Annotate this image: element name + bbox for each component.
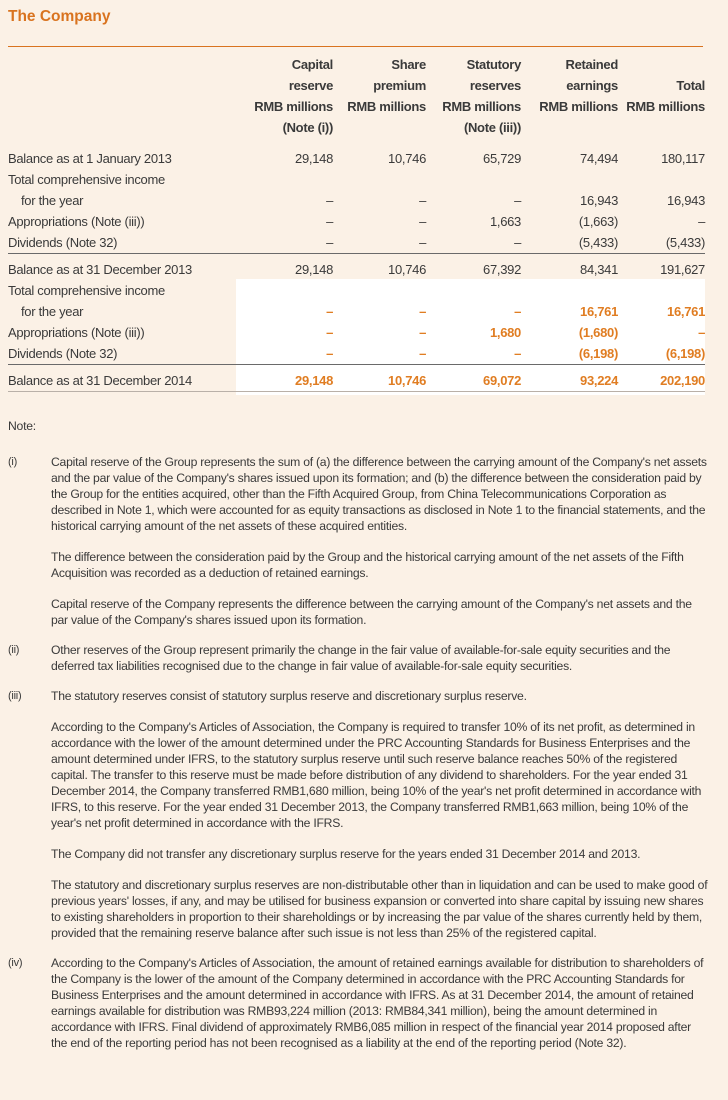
note-paragraph: The statutory and discretionary surplus reserves are non-distributable other than in liquidation and can be used to make good of previous years' losses, if any, and may be utilised for business expansion or converted into share capital by issuing new shares to existing shareholders in proportion to their shareholdings or by increasing the par value of the shares currently held by them, provided that the remaining reserve balance after such issue is not less than 25% of the registered capital. (51, 878, 708, 940)
note-ii (8, 642, 708, 674)
col-header-total-2: Total (676, 78, 705, 93)
note-paragraph: The statutory reserves consist of statutory surplus reserve and discretionary surplus reserve. (51, 689, 527, 703)
col-header-capital-unit: RMB millions (254, 99, 333, 114)
row-label: Balance as at 31 December 2013 (8, 262, 192, 277)
note-paragraph: According to the Company's Articles of Association, the Company is required to transfer 10% of its net profit, as determined in accordance with the lower of the amount determined under the PRC Accounting Standards for Business Enterprises and the amount determined under IFRS, to the statutory surplus reserve until such reserve balance reaches 50% of the registered capital. The transfer to this reserve must be made before distribution of any dividend to shareholders. For the year ended 31 December 2014, the Company transferred RMB1,680 million, being 10% of the year's net profit determined in accordance with IFRS, to this reserve. For the year ended 31 December 2013, the Company transferred RMB1,663 million, being 10% of the year's net profit determined in accordance with the IFRS. (51, 720, 702, 830)
col-header-share-note (333, 117, 426, 140)
header-row-2 (8, 75, 705, 96)
header-row-1 (8, 54, 705, 75)
cell-share: – (333, 232, 426, 254)
cell-retained: (6,198) (521, 343, 618, 365)
cell-capital: 29,148 (236, 370, 333, 392)
cell-retained: 16,761 (580, 304, 618, 319)
cell-statutory: – (514, 193, 521, 208)
cell-capital: – (326, 325, 333, 340)
cell-statutory: 65,729 (483, 151, 521, 166)
table-row (8, 169, 705, 190)
header-row-3 (8, 96, 705, 117)
cell-share: 10,746 (388, 151, 426, 166)
cell-total: 180,117 (661, 151, 705, 166)
cell-total: 16,943 (667, 193, 705, 208)
equity-table (8, 54, 705, 392)
note-i (8, 454, 708, 628)
col-header-retained-1: Retained (565, 57, 618, 72)
col-header-retained-note (521, 117, 618, 140)
col-header-retained-unit: RMB millions (539, 99, 618, 114)
notes-heading: Note: (8, 419, 36, 433)
row-label: Total comprehensive income (8, 283, 165, 298)
cell-statutory: 69,072 (426, 370, 521, 392)
table-row (8, 343, 705, 365)
cell-retained: 84,341 (580, 262, 618, 277)
note-paragraph: Capital reserve of the Company represents the difference between the carrying amount of the Company's net assets and the par value of the Company's shares issued upon its formation. (51, 597, 692, 627)
col-header-capital-2: reserve (288, 78, 333, 93)
cell-total: 202,190 (618, 370, 705, 392)
cell-capital: 29,148 (295, 262, 333, 277)
row-label: Dividends (Note 32) (8, 343, 236, 365)
col-header-statutory-note: (Note (iii)) (463, 120, 521, 135)
cell-statutory: 67,392 (483, 262, 521, 277)
note-paragraph: The difference between the consideration paid by the Group and the historical carrying amount of the net assets of the Fifth Acquisition was recorded as a deduction of retained earnings. (51, 550, 684, 580)
col-header-share-1: Share (391, 57, 426, 72)
note-paragraph: The Company did not transfer any discretionary surplus reserve for the years ended 31 December 2014 and 2013. (51, 847, 641, 861)
row-label: for the year (21, 193, 84, 208)
table-row (8, 148, 705, 169)
cell-capital: – (326, 193, 333, 208)
table-row (8, 259, 705, 280)
cell-retained: (1,680) (578, 325, 618, 340)
cell-capital: 29,148 (295, 151, 333, 166)
cell-total: (6,198) (618, 343, 705, 365)
cell-share: 10,746 (388, 262, 426, 277)
note-paragraph: According to the Company's Articles of Association, the amount of retained earnings available for distribution to shareholders of the Company is the lower of the amount of the Company determined in accordance with the PRC Accounting Standards for Business Enterprises and the amount determined in accordance with IFRS. As at 31 December 2014, the amount of retained earnings available for distribution was RMB93,224 million (2013: RMB84,341 million), being the amount determined in accordance with IFRS. Final dividend of approximately RMB6,085 million in respect of the financial year 2014 proposed after the end of the reporting period has not been recognised as a liability at the end of the reporting period (Note 32). (51, 956, 704, 1050)
cell-share: – (419, 193, 426, 208)
table-row (8, 232, 705, 254)
row-label: Dividends (Note 32) (8, 232, 236, 254)
note-marker: (iv) (8, 957, 23, 969)
title-divider (8, 46, 703, 47)
col-header-capital-note: (Note (i)) (282, 120, 333, 135)
cell-total: – (698, 325, 705, 340)
col-header-statutory-1: Statutory (466, 57, 521, 72)
col-header-total-note (618, 117, 705, 140)
row-label: Total comprehensive income (8, 172, 165, 187)
header-row-4 (8, 117, 705, 140)
col-header-retained-2: earnings (566, 78, 618, 93)
cell-retained: (1,663) (578, 214, 618, 229)
cell-retained: 16,943 (580, 193, 618, 208)
note-marker: (i) (8, 456, 18, 468)
cell-capital: – (326, 304, 333, 319)
table-row (8, 211, 705, 232)
cell-statutory: – (426, 343, 521, 365)
note-iv (8, 955, 708, 1051)
cell-statutory: – (514, 304, 521, 319)
table-row (8, 280, 705, 301)
notes-section (8, 418, 708, 1065)
col-header-total-1 (618, 54, 705, 75)
cell-share: – (419, 214, 426, 229)
col-header-share-2: premium (373, 78, 426, 93)
row-label: for the year (21, 304, 84, 319)
cell-share: 10,746 (333, 370, 426, 392)
row-label: Balance as at 1 January 2013 (8, 151, 172, 166)
cell-statutory: – (426, 232, 521, 254)
cell-retained: (5,433) (521, 232, 618, 254)
page-title: The Company (8, 8, 111, 25)
col-header-share-unit: RMB millions (347, 99, 426, 114)
col-header-capital-1: Capital (291, 57, 333, 72)
col-header-statutory-unit: RMB millions (442, 99, 521, 114)
note-paragraph: Other reserves of the Group represent primarily the change in the fair value of available-for-sale equity securities and the deferred tax liabilities recognised due to the change in fair value of available-for-sale equity securities. (51, 643, 671, 673)
cell-total: 16,761 (667, 304, 705, 319)
row-label: Appropriations (Note (iii)) (8, 214, 145, 229)
cell-total: (5,433) (618, 232, 705, 254)
cell-statutory: 1,680 (489, 325, 521, 340)
note-marker: (ii) (8, 644, 20, 656)
col-header-statutory-2: reserves (469, 78, 521, 93)
note-marker: (iii) (8, 690, 22, 702)
table-row (8, 370, 705, 392)
row-label: Appropriations (Note (iii)) (8, 325, 145, 340)
table-row (8, 190, 705, 211)
cell-statutory: 1,663 (489, 214, 521, 229)
table-row (8, 322, 705, 343)
cell-capital: – (326, 214, 333, 229)
cell-capital: – (236, 343, 333, 365)
cell-capital: – (236, 232, 333, 254)
cell-retained: 74,494 (580, 151, 618, 166)
table-row (8, 301, 705, 322)
cell-retained: 93,224 (521, 370, 618, 392)
cell-total: 191,627 (660, 262, 705, 277)
cell-share: – (419, 304, 426, 319)
cell-total: – (698, 214, 705, 229)
note-iii (8, 688, 708, 941)
note-paragraph: Capital reserve of the Group represents the sum of (a) the difference between the carrying amount of the Company's net assets and the par value of the Company's shares issued upon its formation; and (b) the difference between the consideration paid by the Group for the entities acquired, other than the Fifth Acquired Group, from China Telecommunications Corporation as described in Note 1, which were accounted for as equity transactions as disclosed in Note 1 to the financial statements, and the historical carrying amount of the net assets of these acquired entities. (51, 455, 707, 533)
cell-share: – (419, 325, 426, 340)
row-label: Balance as at 31 December 2014 (8, 370, 236, 392)
cell-share: – (333, 343, 426, 365)
col-header-total-unit: RMB millions (626, 99, 705, 114)
